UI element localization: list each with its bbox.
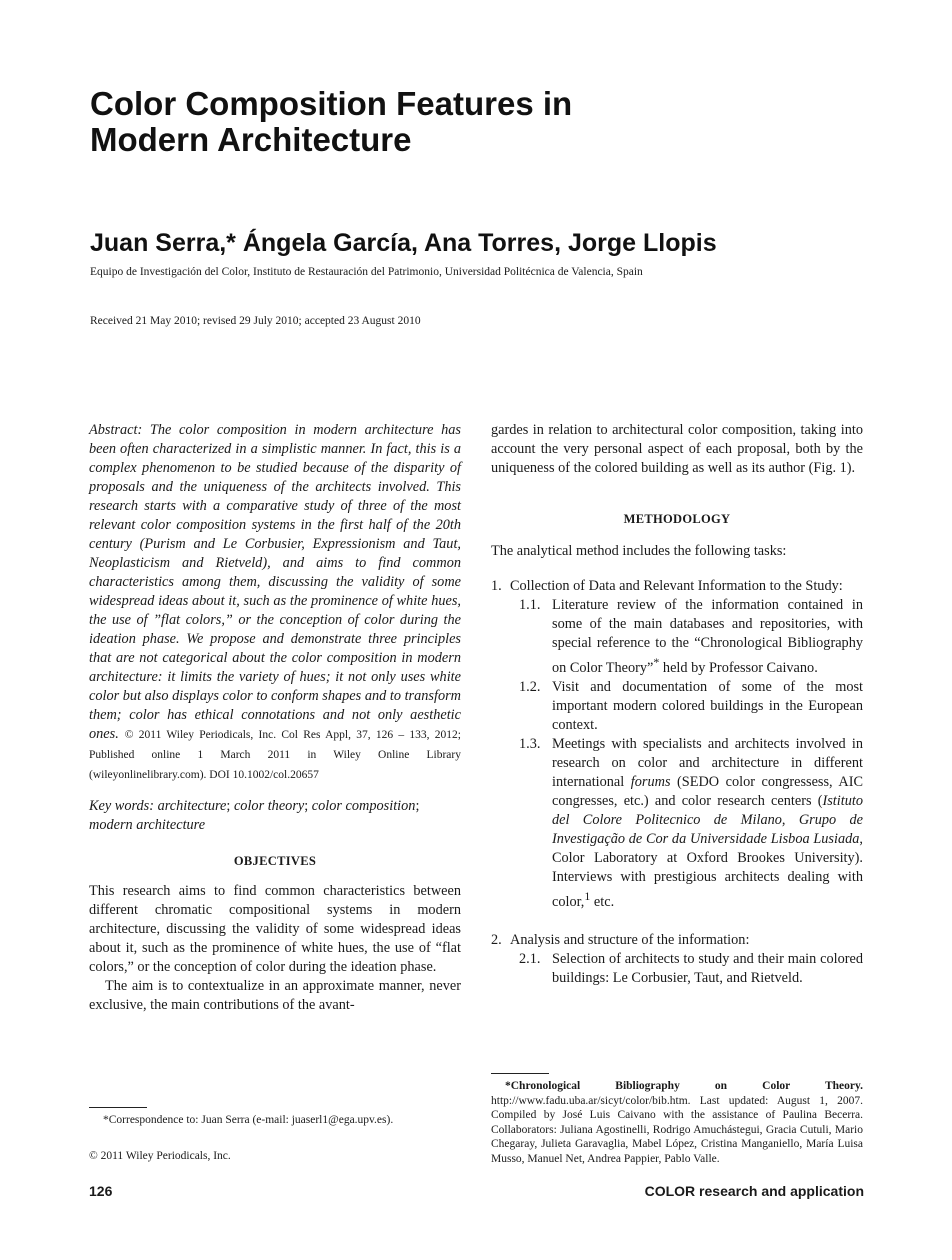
journal-name: COLOR research and application	[644, 1183, 864, 1199]
keywords	[89, 797, 461, 835]
title-line-1: Color Composition Features in	[90, 85, 573, 122]
footnote-marker: 1	[584, 888, 591, 903]
objectives-paragraph-2: The aim is to contextualize in an approximate manner, never exclusive, the main contributions of the avant-	[89, 978, 461, 1013]
list-item-text: Analysis and structure of the information:	[510, 931, 750, 948]
footnote-title: *Chronological Bibliography on Color Theory.	[505, 1080, 863, 1092]
list-subitem-number: 1.1.	[519, 597, 541, 613]
keyword-sep-3: ;	[415, 798, 420, 814]
keyword-sep-1: ;	[226, 798, 231, 814]
keywords-label: Key words:	[89, 798, 154, 814]
list-item-number: 1.	[491, 578, 502, 594]
list-subitem	[519, 678, 863, 735]
keyword-1: architecture	[157, 798, 227, 814]
list-subitem-number: 2.1.	[519, 950, 541, 967]
list-subitem	[519, 596, 863, 678]
authors: Juan Serra,* Ángela García, Ana Torres, Jorge Llopis	[90, 229, 717, 257]
list-item	[491, 577, 863, 596]
list-subitem	[519, 950, 863, 988]
list-item	[491, 931, 863, 950]
objectives-paragraph-1: This research aims to find common characteristics between different chromatic compositional systems in modern architecture, discussing the validity of some widespread ideas about it, such as the prominence of white hues, the use of “flat colors,” or the conception of color during the ideation phase.	[89, 883, 461, 975]
title-line-2: Modern Architecture	[90, 121, 412, 158]
chronological-footnote	[491, 1079, 863, 1167]
objectives-heading: OBJECTIVES	[233, 854, 317, 868]
list-item-number: 2.	[491, 931, 502, 948]
list-item-text: Collection of Data and Relevant Information to the Study:	[510, 578, 843, 594]
list-subitem	[519, 735, 863, 912]
footnote-marker: *	[653, 655, 660, 669]
left-column	[89, 421, 461, 1015]
list-subitem-number: 1.2.	[519, 678, 541, 695]
keyword-2: color theory	[233, 798, 305, 814]
footnote-rule-left	[89, 1107, 147, 1108]
correspondence-footnote: *Correspondence to: Juan Serra (e-mail: juaserl1@ega.upv.es).	[103, 1114, 394, 1126]
list-subitem-text: Literature review of the information contained in some of the main databases and repositories, with special reference to the “Chronological Bibliography on Color Theory”* held by Professor Caivano.	[552, 597, 863, 676]
publication-info: © 2011 Wiley Periodicals, Inc. Col Res Appl, 37, 126 – 133, 2012; Published online 1 March 2011 in Wiley Online Library (wileyonlinelibrary.com). DOI 10.1002/col.20657	[89, 729, 461, 781]
footnote-rule-right	[491, 1073, 549, 1074]
abstract	[89, 421, 461, 785]
methodology-intro: The analytical method includes the following tasks:	[491, 543, 787, 559]
copyright-footnote: © 2011 Wiley Periodicals, Inc.	[89, 1150, 231, 1162]
methodology-heading: METHODOLOGY	[623, 512, 731, 526]
footnote-text: http://www.fadu.uba.ar/sicyt/color/bib.htm. Last updated: August 1, 2007. Compiled by José Luis Caivano with the assistance of Paulina Becerra. Collaborators: Juliana Agostinelli, Rodrigo Amuchástegui, Gracia Cutuli, Mario Chegaray, Julieta Garavaglia, Mabel López, Cristina Manganiello, María Luisa Musso, Manuel Net, Andrea Pappier, Pablo Valle.	[491, 1094, 863, 1165]
article-title	[90, 86, 572, 158]
list-subitem-text: Visit and documentation of some of the most important modern colored buildings in the European context.	[552, 678, 863, 733]
list-subitem-text: Selection of architects to study and their main colored buildings: Le Corbusier, Taut, and Rietveld.	[552, 950, 863, 986]
intro-continuation: gardes in relation to architectural color composition, taking into account the very personal aspect of each proposal, both by the uniqueness of the colored building as well as its author (Fig. 1).	[491, 422, 863, 476]
keyword-sep-2: ;	[304, 798, 309, 814]
received-dates: Received 21 May 2010; revised 29 July 2010; accepted 23 August 2010	[90, 315, 421, 327]
abstract-text: Abstract: The color composition in modern architecture has been often characterized in a simplistic manner. In fact, this is a complex phenomenon to be studied because of the disparity of proposals and the uniqueness of the architects involved. This research starts with a comparative study of three of the most relevant color composition systems in the first half of the 20th century (Purism and Le Corbusier, Expressionism and Taut, Neoplasticism and Rietveld), and aims to find common characteristics among them, discussing the validity of some widespread ideas about it, such as the prominence of white hues, the use of ”flat colors,” or the conception of color during the ideation phase. We propose and demonstrate three principles that are not categorical about the color composition in modern architecture: it limits the variety of hues; it not only uses white color but also displays color to conform shapes and to transform them; color has ethical connotations and not only aesthetic ones.	[89, 422, 461, 742]
list-subitem-number: 1.3.	[519, 735, 541, 752]
keyword-4: modern architecture	[89, 817, 206, 833]
keyword-3: color composition	[311, 798, 416, 814]
list-subitem-text: Meetings with specialists and architects involved in research on color and architecture in different international forums (SEDO color congressess, AIC congresses, etc.) and color research centers (Istituto del Colore Politecnico de Milano, Grupo de Investigação de Cor da Universidade Lisboa Lusiada, Color Laboratory at Oxford Brookes University). Interviews with prestigious architects dealing with color,$^1$ etc.	[552, 735, 863, 910]
right-column	[491, 421, 863, 988]
affiliation: Equipo de Investigación del Color, Instituto de Restauración del Patrimonio, Universidad Politécnica de Valencia, Spain	[90, 266, 643, 278]
methodology-list	[491, 577, 863, 988]
page-number: 126	[89, 1183, 113, 1199]
